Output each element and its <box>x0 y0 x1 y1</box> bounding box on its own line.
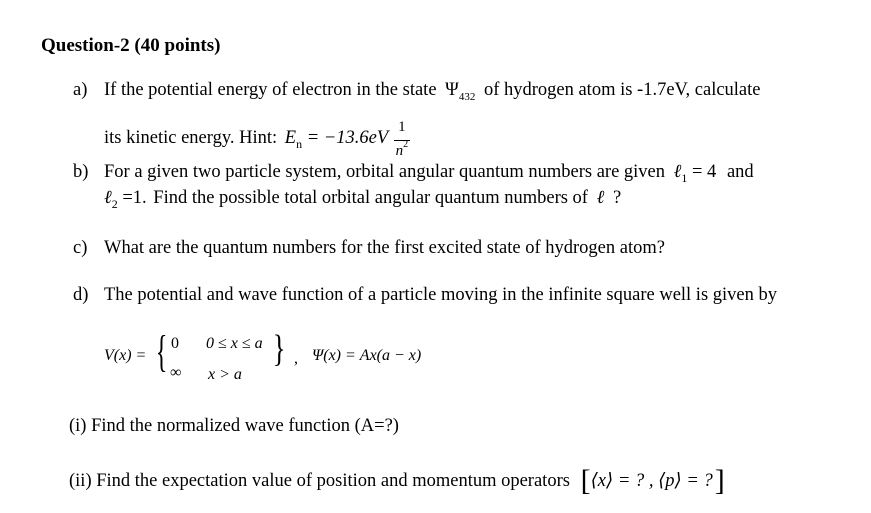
part-a-line2-pre: its kinetic energy. Hint: <box>104 128 278 148</box>
part-c-label: c) <box>73 238 88 258</box>
right-bracket: ] <box>714 464 725 497</box>
state-subscript: 432 <box>458 91 476 103</box>
part-a-line1-post: of hydrogen atom is -1.7eV, calculate <box>483 80 761 100</box>
part-b-line2 <box>104 188 622 211</box>
fraction-denominator <box>393 139 411 159</box>
l2-value: =1. <box>122 188 147 208</box>
part-a-label: a) <box>73 80 88 100</box>
energy-symbol: E <box>284 128 297 148</box>
part-d-ii <box>69 466 725 496</box>
part-b-line2-mid: Find the possible total orbital angular quantum numbers of <box>153 188 588 208</box>
left-brace: { <box>155 327 168 376</box>
psi-symbol: Ψ <box>445 80 459 100</box>
question-mark: ? <box>612 188 622 208</box>
case1-condition: 0 ≤ x ≤ a <box>206 335 263 352</box>
part-d-text: The potential and wave function of a particle moving in the infinite square well is given by <box>104 285 778 305</box>
case2-condition: x > a <box>208 366 242 383</box>
part-c-text: What are the quantum numbers for the first excited state of hydrogen atom? <box>104 238 665 258</box>
den-power: 2 <box>403 139 409 150</box>
equation-comma: , <box>294 350 298 367</box>
part-a-line1 <box>104 80 761 103</box>
l1-value: = 4 <box>692 162 717 182</box>
part-d-i: (i) Find the normalized wave function (A=?) <box>69 416 399 436</box>
l1-symbol: ℓ <box>673 162 682 182</box>
expectation-expr: ⟨x⟩ = ? , ⟨p⟩ = ? <box>590 471 713 491</box>
l2-symbol: ℓ <box>104 188 112 208</box>
case2-value: ∞ <box>170 364 182 381</box>
potential-lhs: V(x) = <box>104 347 147 364</box>
left-bracket: [ <box>580 464 591 497</box>
l2-subscript: 2 <box>111 197 118 211</box>
den-n: n <box>395 143 404 159</box>
energy-subscript: n <box>296 137 303 151</box>
hint-fraction <box>393 119 411 160</box>
question-title: Question-2 (40 points) <box>41 35 221 56</box>
l1-subscript: 1 <box>681 171 688 185</box>
energy-rhs: = −13.6eV <box>306 128 389 148</box>
l-symbol: ℓ <box>596 188 605 208</box>
wavefunction-eq: Ψ(x) = Ax(a − x) <box>312 347 422 364</box>
part-d-ii-text: (ii) Find the expectation value of position and momentum operators <box>69 471 570 491</box>
part-d-label: d) <box>73 285 89 305</box>
part-b-line1 <box>104 162 754 185</box>
right-brace: } <box>272 328 286 370</box>
case1-value: 0 <box>171 335 179 352</box>
fraction-numerator: 1 <box>398 119 406 135</box>
part-a-line1-pre: If the potential energy of electron in the state <box>104 80 437 100</box>
part-b-line1-pre: For a given two particle system, orbital angular quantum numbers are given <box>104 162 666 182</box>
part-a-line2 <box>104 119 411 160</box>
part-b-label: b) <box>73 162 89 182</box>
and-word: and <box>726 162 754 182</box>
